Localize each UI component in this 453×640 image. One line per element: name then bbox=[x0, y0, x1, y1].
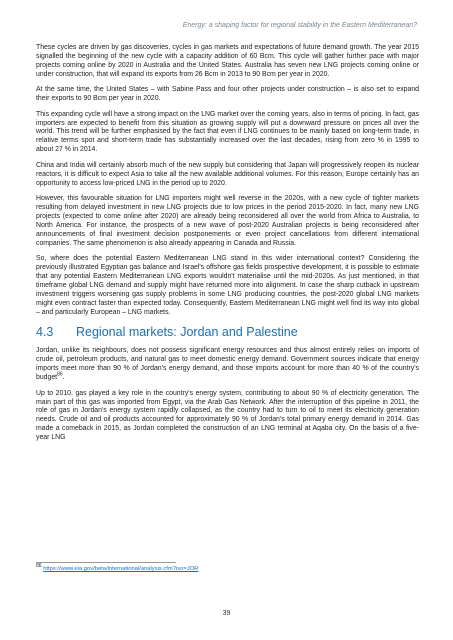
paragraph: So, where does the potential Eastern Mediterranean LNG stand in this wider international context? Considering the previously illustrated Egyptian gas balance and Israel's offshore gas fields prospective development, it is possible to estimate that any potential Eastern Mediterranean LNG exports wouldn't materialise until the mid-2020s. As just mentioned, in that timeframe global LNG demand and supply might have returned more into alignment. In case the sharp cutback in upstream investment triggers worsening gas supply problems in some LNG producing countries, the post-2020 global LNG markets might even contract faster than expected today. Consequently, Eastern Mediterranean LNG might well find its way into global – and particularly European – LNG markets. bbox=[36, 255, 419, 316]
paragraph: China and India will certainly absorb much of the new supply but considering that Japan will progressively reopen its nuclear reactors, it is difficult to expect Asia to take all the new available additional volumes. For this reason, Europe certainly has an opportunity to access low-priced LNG in the period up to 2020. bbox=[36, 161, 419, 187]
section-number: 4.3 bbox=[36, 325, 54, 340]
section-heading bbox=[36, 325, 419, 339]
paragraph: However, this favourable situation for LNG importers might well reverse in the 2020s, with a new cycle of tighter markets resulting from delayed investment in new LNG projects due to low prices in the period 2015-2020. In fact, many new LNG projects (expected to come online after 2020) are already being reconsidered all over the world from Africa to Australia, to North America. For instance, the prospects of a new wave of post-2020 Australian projects is being reconsidered after announcements of final investment decision postponements or even project cancellations from different international companies. The same phenomenon is also already appearing in Canada and Russia. bbox=[36, 195, 419, 247]
footnote bbox=[36, 563, 199, 572]
paragraph: These cycles are driven by gas discoveries, cycles in gas markets and expectations of future demand growth. The year 2015 signalled the beginning of the new cycle with a capacity addition of 60 Bcm. This cycle will gather further pace with major projects coming online by 2020 in Australia and the United States. Australia has seven new LNG projects coming online or under construction, that will expand its exports from 26 Bcm in 2013 to 90 Bcm per year in 2020. bbox=[36, 44, 419, 78]
footnote-reference[interactable]: 86 bbox=[57, 371, 63, 378]
paragraph-text: Jordan, unlike its neighbours, does not possess significant energy resources and thus almost entirely relies on imports of crude oil, petroleum products, and natural gas to meet domestic energy demand. Government sources indicate that energy imports meet more than 90 % of Jordan's energy demand, and those imports account for more than 40 % of the country's budget bbox=[36, 347, 419, 382]
section-title: Regional markets: Jordan and Palestine bbox=[76, 325, 298, 340]
paragraph-end: . bbox=[62, 374, 65, 382]
page-number: 39 bbox=[222, 610, 231, 617]
paragraph: Up to 2010, gas played a key role in the country's energy system, contributing to about 90 % of electricity generation. The main part of this gas was imported from Egypt, via the Arab Gas Network. After the interruption of this pipeline in 2011, the role of gas in Jordan's energy system rapidly collapsed, as the country had to turn to oil to meet its electricity generation needs. Crude oil and oil products accounted for approximately 90 % of Jordan's total primary energy demand in 2014. Gas made a comeback in 2015, as Jordan completed the construction of an LNG terminal at Aqaba city. On the basis of a five-year LNG bbox=[36, 389, 419, 442]
main-content bbox=[36, 44, 419, 450]
footnote-divider bbox=[36, 562, 176, 563]
footnote-number: 86 bbox=[36, 563, 42, 570]
footnote-link[interactable]: https://www.eia.gov/beta/international/analysis.cfm?iso=JOR bbox=[43, 566, 199, 572]
running-header: Energy: a shaping factor for regional stability in the Eastern Mediterranean? bbox=[182, 22, 417, 29]
paragraph: At the same time, the United States – with Sabine Pass and four other projects under construction – is also set to expand their exports to 90 Bcm per year in 2020. bbox=[36, 86, 419, 103]
paragraph: This expanding cycle will have a strong impact on the LNG market over the coming years, also in terms of pricing. In fact, gas importers are expected to benefit from this situation as growing supply will put a downward pressure on prices all over the world. This trend will be further emphasised by the fact that even if LNG continues to be mainly based on long-term trade, in relative terms spot and short-term trade has substantially increased over the last decades, rising from zero % in 1995 to about 27 % in 2014. bbox=[36, 110, 419, 154]
paragraph bbox=[36, 347, 419, 383]
